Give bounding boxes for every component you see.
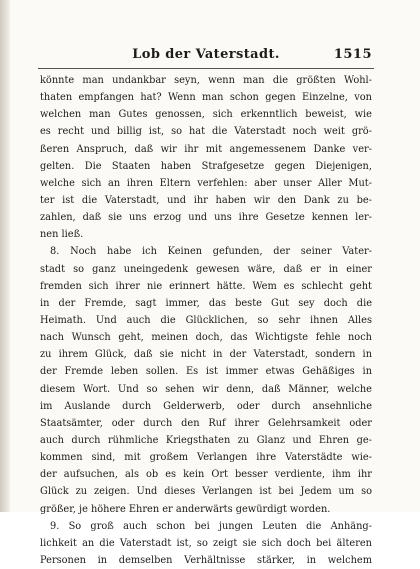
page-header: [40, 47, 372, 69]
text-line: gelten. Die Staaten haben Strafgesetze gegen Diejenigen,: [40, 160, 372, 172]
text-line: Glück zu zeigen. Und dieses Verlangen ist bei Jedem um so: [40, 486, 372, 498]
text-line: der Fremde leben sollen. Es ist immer etwas Gehäßiges in: [40, 366, 372, 378]
section-9-start-line: 9. So groß auch schon bei jungen Leuten die Anhäng-: [50, 520, 372, 532]
text-line: ter ist die Vaterstadt, und ihr haben wir den Dank zu be-: [40, 194, 372, 206]
text-line: zahlen, daß sie uns erzog und uns ihre Gesetze kennen ler-: [40, 212, 372, 224]
text-line: nach Wunsch geht, meinen doch, das Wichtigste fehle noch: [40, 332, 372, 344]
text-line: stadt so ganz uneingedenk gewesen wäre, daß er in einer: [40, 263, 372, 275]
text-line: thaten empfangen hat? Wenn man schon gegen Einzelne, von: [40, 92, 372, 104]
text-line: es recht und billig ist, so hat die Vaterstadt noch weit grö-: [40, 126, 372, 138]
header-rule: [38, 68, 374, 69]
body-text: [40, 72, 372, 569]
text-line: lichkeit an die Vaterstadt ist, so zeigt sie sich doch bei älteren: [40, 537, 372, 549]
text-line: Heimath. Und auch die Glücklichen, so sehr ihnen Alles: [40, 314, 372, 326]
text-line: zu ihrem Glück, daß sie nicht in der Vaterstadt, sondern in: [40, 349, 372, 361]
text-line: ßeren Anspruch, daß wir ihr mit angemessenem Danke ver-: [40, 143, 372, 155]
paragraph-end-line: nen ließ.: [40, 229, 84, 241]
text-line: Staatsämter, oder durch den Ruf ihrer Gelehrsamkeit oder: [40, 417, 372, 429]
text-line: kommen sind, mit großem Verlangen ihre Vaterstädte wie-: [40, 452, 372, 464]
text-line: könnte man undankbar seyn, wenn man die größten Wohl-: [40, 75, 372, 86]
text-line: in der Fremde, sagt immer, das beste Gut sey doch die: [40, 297, 372, 309]
text-line: im Auslande durch Gelderwerb, oder durch ansehnliche: [40, 400, 372, 412]
section-8-start-line: 8. Noch habe ich Keinen gefunden, der seiner Vater-: [50, 246, 372, 258]
running-head: Lob der Vaterstadt.: [132, 47, 280, 62]
text-line: der aufsuchen, als ob es kein Ort besser verdiente, ihm ihr: [40, 469, 372, 481]
text-line: fremden sich ihrer nie erinnert hätte. Wem es schlecht geht: [40, 280, 372, 292]
page-number: 1515: [333, 47, 372, 62]
text-line: diesem Wort. Und so sehen wir denn, daß Männer, welche: [40, 383, 372, 395]
text-line: welche sich an ihren Eltern verfehlen: aber unser Aller Mut-: [40, 177, 372, 189]
page-gutter-shadow: [0, 0, 10, 512]
paragraph-end-line: größer, je höhere Ehren er anderwärts gewürdigt worden.: [40, 503, 331, 515]
text-line: auch durch rühmliche Kriegsthaten zu Glanz und Ehren ge-: [40, 434, 372, 446]
text-line: welchen man Gutes genossen, sich erkenntlich beweist, wie: [40, 109, 372, 121]
text-line: Personen in demselben Verhältnisse stärker, in welchem: [40, 554, 372, 566]
